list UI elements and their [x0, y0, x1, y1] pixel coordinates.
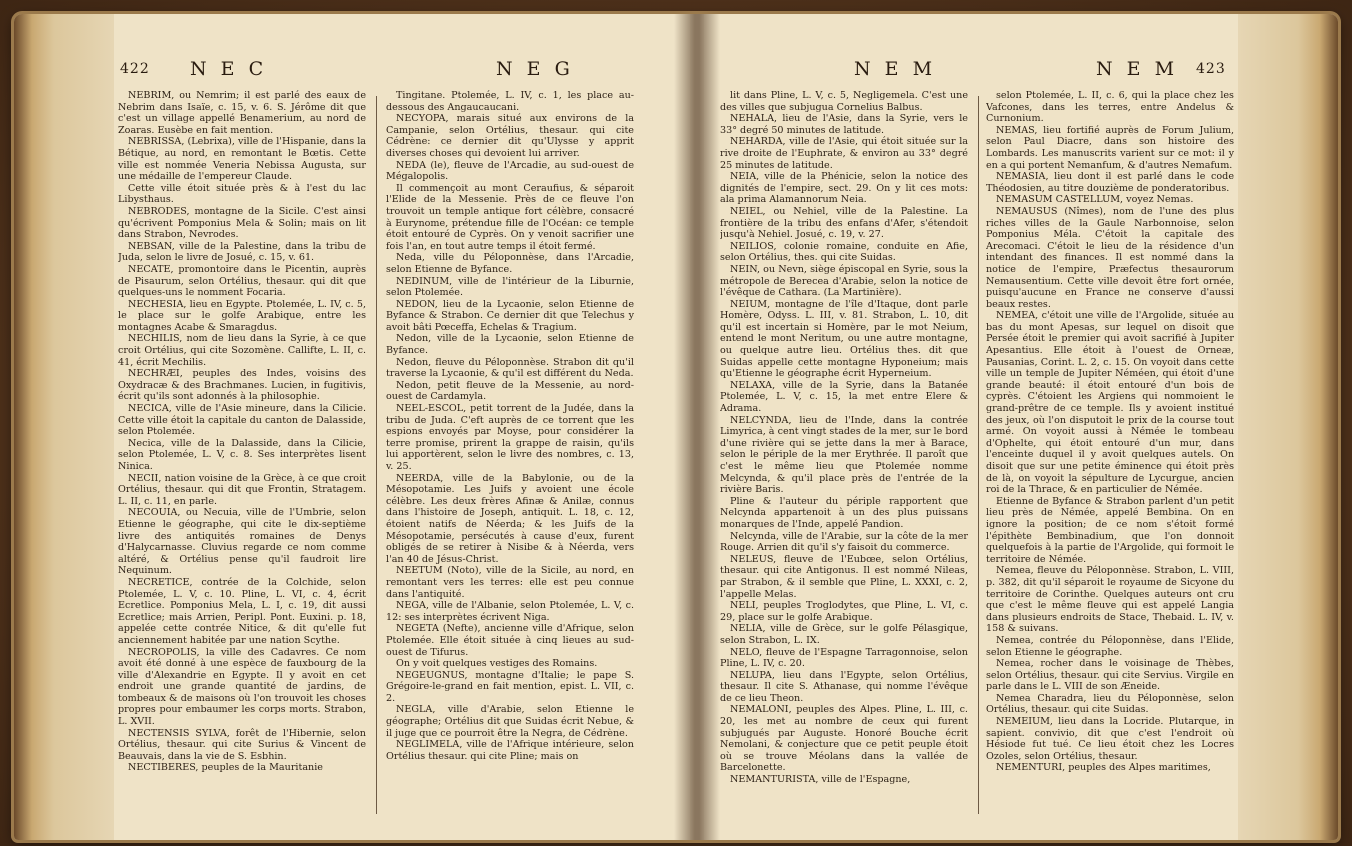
- dictionary-entry: NELCYNDA, lieu de l'Inde, dans la contrée Limyrica, à cent vingt stades de la mer, sur le bord d'une rivière qui se jette dans la mer à Barace, selon le périple de la mer Erythrée. Il paroît que c'est le même lieu que Ptolemée nomme Melcynda, & qu'il place près de l'entrée de la rivière Baris.: [720, 414, 968, 496]
- dictionary-entry: NECTIBERES, peuples de la Mauritanie: [128, 762, 323, 774]
- dictionary-entry: NEGETA (Nefte), ancienne ville d'Afrique, selon Ptolemée. Elle étoit située à cinq lieues au sud-ouest de Tifurus.: [386, 623, 634, 658]
- dictionary-entry: NEMAS, lieu fortifié auprès de Forum Julium, selon Paul Diacre, dans son histoire des Lombards. Les manuscrits varient sur ce mot: il y en a qui portent Nemanfum, & d'autres Nemafum.: [986, 124, 1234, 171]
- dictionary-entry: NEHALA, lieu de l'Asie, dans la Syrie, vers le 33° degré 50 minutes de latitude.: [720, 113, 968, 136]
- dictionary-entry: NELO, fleuve de l'Espagne Tarragonnoise, selon Pline, L. IV, c. 20.: [720, 646, 968, 670]
- dictionary-entry: NEMEA, c'étoit une ville de l'Argolide, située au bas du mont Apesas, sur lequel on disoit que Persée étoit le premier qui avoit sacrifié à Jupiter Apesantius. Elle étoit à l'ouest de Orneæ, Pausanias, Corint. L. 2, c. 15. On voyoit dans cette ville un temple de Jupiter Néméen, qui étoit d'une grande beauté: il étoit entouré d'un bois de cyprès. C'étoient les Argiens qui nommoient le grand-prêtre de ce temple. Ils y avoient institué des jeux, où l'on disputoit le prix de la course tout armé. On voyoit aussi à Némée le tombeau d'Ophelte, qui étoit entouré d'un mur, dans l'enceinte duquel il y avoit quelques autels. On disoit que sur une petite éminence qui étoit près de là, on voyoit la sépulture de Lycurgue, ancien roi de la Thrace, & en particulier de Némée.: [986, 310, 1234, 496]
- dictionary-entry: NEMENTURI, peuples des Alpes maritimes,: [996, 762, 1211, 774]
- dictionary-entry: NEBRISSA, (Lebrixa), ville de l'Hispanie, dans la Bétique, au nord, en remontant le Bœtis. Cette ville est nommée Veneria Nebissa Augusta, sur une médaille de l'empereur Claude.: [118, 136, 366, 183]
- dictionary-entry: Nemea Charadra, lieu du Péloponnèse, selon Ortélius, thesaur. qui cite Suidas.: [986, 692, 1234, 716]
- dictionary-entry: NEHARDA, ville de l'Asie, qui étoit située sur la rive droite de l'Euphrate, & environ au 33° degré 25 minutes de latitude.: [720, 136, 968, 171]
- dictionary-entry: NELAXA, ville de la Syrie, dans la Batanée Ptolemée, L. V, c. 15, la met entre Elere & Adrama.: [720, 379, 968, 415]
- left-running-head-2: N E G: [496, 58, 574, 80]
- dictionary-entry: NEMASIA, lieu dont il est parlé dans le code Théodosien, au titre douzième de ponderatoribus.: [986, 171, 1234, 194]
- right-page-header: [704, 58, 1238, 84]
- dictionary-entry: NEBRIM, ou Nemrim; il est parlé des eaux de Nebrim dans Isaïe, c. 15, v. 6. S. Jérôme dit que c'est un village appellé Benamerium, au nord de Zoaras. Eusèbe en fait mention.: [118, 90, 366, 136]
- dictionary-entry: NECOUIA, ou Necuia, ville de l'Umbrie, selon Etienne le géographe, qui cite le dix-septième livre des antiquités romaines de Denys d'Halycarnasse. Cluvius regarde ce nom comme altéré, & Ortélius pense qu'il faudroit lire Nequinum.: [118, 507, 366, 577]
- right-column-1: [720, 90, 968, 824]
- dictionary-entry: NEIA, ville de la Phénicie, selon la notice des dignités de l'empire, sect. 29. On y lit ces mots: ala prima Alamannorum Neia.: [720, 171, 968, 206]
- dictionary-entry: NEIEL, ou Nehiel, ville de la Palestine. La frontière de la tribu des enfans d'Afer, s'étendoit jusqu'à Nehiel. Josué, c. 19, v. 27.: [720, 205, 968, 241]
- column-rule: [376, 96, 377, 814]
- right-page: [704, 14, 1238, 840]
- left-page-edges: [14, 14, 114, 840]
- right-page-number: 423: [1196, 61, 1226, 77]
- dictionary-entry: Nelcynda, ville de l'Arabie, sur la côte de la mer Rouge. Arrien dit qu'il s'y faisoit du commerce.: [720, 530, 968, 554]
- right-running-head-1: N E M: [854, 58, 937, 80]
- dictionary-entry: NEMASUM CASTELLUM, voyez Nemas.: [996, 194, 1194, 206]
- dictionary-entry: Nemea, contrée du Péloponnèse, dans l'Elide, selon Etienne le géographe.: [986, 634, 1234, 658]
- dictionary-entry: NECHRÆI, peuples des Indes, voisins des Oxydracæ & des Brachmanes. Lucien, in fugitivis, écrit qu'ils sont adonnés à la philosophie.: [118, 368, 366, 403]
- dictionary-entry: Il commençoit au mont Ceraufius, & séparoit l'Elide de la Messenie. Près de ce fleuve l'on trouvoit un temple antique fort célèbre, consacré à Eurynome, prétendue fille de l'Océan: ce temple étoit entouré de Cyprès. On y venoit sacrifier une fois l'an, en tout autre temps il étoit fermé.: [386, 182, 634, 252]
- dictionary-entry: NELI, peuples Troglodytes, que Pline, L. VI, c. 29, place sur le golfe Arabique.: [720, 600, 968, 623]
- dictionary-entry: NEGLIMELA, ville de l'Afrique intérieure, selon Ortélius thesaur. qui cite Pline; mais on: [386, 739, 634, 762]
- dictionary-entry: NEIN, ou Nevn, siège épiscopal en Syrie, sous la métropole de Berecea d'Arabie, selon la notice de l'évêque de Cathara. (La Martinière).: [720, 263, 968, 299]
- dictionary-entry: NECII, nation voisine de la Grèce, à ce que croit Ortélius, thesaur. qui dit que Frontin, Stratagem. L. II, c. 11, en parle.: [118, 472, 366, 507]
- dictionary-entry: NELIA, ville de Grèce, sur le golfe Pélasgique, selon Strabon, L. IX.: [720, 623, 968, 646]
- dictionary-entry: NEDON, lieu de la Lycaonie, selon Etienne de Byfance & Strabon. Ce dernier dit que Telechus y avoit bâti Pœceffa, Echelas & Tragium.: [386, 298, 634, 333]
- dictionary-entry: NEBSAN, ville de la Palestine, dans la tribu de Juda, selon le livre de Josué, c. 15, v. 61.: [118, 240, 366, 264]
- dictionary-entry: NECATE, promontoire dans le Picentin, auprès de Pisaurum, selon Ortélius, thesaur. qui dit que quelques-uns le nomment Focaria.: [118, 263, 366, 299]
- dictionary-entry: Nedon, petit fleuve de la Messenie, au nord-ouest de Cardamyla.: [386, 379, 634, 403]
- left-column-2: [386, 90, 634, 824]
- dictionary-entry: Pline & l'auteur du périple rapportent que Nelcynda appartenoit à un des plus puissans monarques de l'Inde, appelé Pandion.: [720, 495, 968, 530]
- dictionary-entry: NEGA, ville de l'Albanie, selon Ptolemée, L. V, c. 12: ses interprètes écrivent Niga.: [386, 600, 634, 623]
- dictionary-entry: NELEUS, fleuve de l'Eubœe, selon Ortélius, thesaur. qui cite Antigonus. Il est nommé Nileas, par Strabon, & il semble que Pline, L. XXXI, c. 2, l'appelle Melas.: [720, 553, 968, 600]
- dictionary-entry: NEMALONI, peuples des Alpes. Pline, L. III, c. 20, les met au nombre de ceux qui furent subjugués par Auguste. Honoré Bouche écrit Nemolani, & conjecture que ce petit peuple étoit où se trouve Méolans dans la vallée de Barcelonette.: [720, 704, 968, 774]
- dictionary-entry: Nemea, rocher dans le voisinage de Thèbes, selon Ortélius, thesaur. qui cite Servius. Virgile en parle dans le L. VIII de son Æneide.: [986, 658, 1234, 693]
- dictionary-entry: NEMEIUM, lieu dans la Locride. Plutarque, in sapient. convivio, dit que c'est l'endroit où Hésiode fut tué. Ce lieu étoit chez les Locres Ozoles, selon Ortélius, thesaur.: [986, 716, 1234, 762]
- dictionary-entry: lit dans Pline, L. V, c. 5, Negligemela. C'est une des villes que subjugua Cornelius Balbus.: [720, 90, 968, 113]
- dictionary-entry: selon Ptolemée, L. II, c. 6, qui la place chez les Vafcones, dans les terres, entre Andelus & Curnonium.: [986, 90, 1234, 125]
- dictionary-entry: Necica, ville de la Dalasside, dans la Cilicie, selon Ptolemée, L. V, c. 8. Ses interprètes lisent Ninica.: [118, 437, 366, 472]
- book-gutter: [674, 14, 720, 840]
- dictionary-entry: NEMAUSUS (Nîmes), nom de l'une des plus riches villes de la Gaule Narbonnoise, selon Pomponius Méla. C'étoit la capitale des Arecomaci. C'étoit le lieu de la résidence d'un intendant des finances. Il est nommé dans la notice de l'empire, Præfectus thesaurorum Nemausentium. Cette ville devoit être fort ornée, puisqu'aucune en France ne conserve d'aussi beaux restes.: [986, 205, 1234, 310]
- dictionary-entry: NELUPA, lieu dans l'Egypte, selon Ortélius, thesaur. Il cite S. Athanase, qui nomme l'évêque de ce lieu Theon.: [720, 669, 968, 704]
- dictionary-entry: NECTENSIS SYLVA, forêt de l'Hibernie, selon Ortélius, thesaur. qui cite Surius & Vincent de Beauvais, dans la vie de S. Esbhin.: [118, 727, 366, 762]
- dictionary-entry: NECYOPA, marais situé aux environs de la Campanie, selon Ortélius, thesaur. qui cite Cédrène: ce dernier dit qu'Ulysse y apprit diverses choses qui devoient lui arriver.: [386, 113, 634, 159]
- left-page: [114, 14, 690, 840]
- dictionary-entry: Nedon, fleuve du Péloponnèse. Strabon dit qu'il traverse la Lycaonie, & qu'il est différent du Neda.: [386, 356, 634, 380]
- dictionary-entry: NEERDA, ville de la Babylonie, ou de la Mésopotamie. Les Juifs y avoient une école célèbre. Les deux frères Afinæ & Anilæ, connus dans l'histoire de Joseph, antiquit. L. 18, c. 12, étoient natifs de Néerda; & les Juifs de la Mésopotamie, persécutés à cause d'eux, furent obligés de se retirer à Nisibe & à Néerda, vers l'an 40 de Jésus-Christ.: [386, 472, 634, 565]
- column-rule: [978, 96, 979, 814]
- right-running-head-2: N E M: [1096, 58, 1179, 80]
- dictionary-entry: Nemea, fleuve du Péloponnèse. Strabon, L. VIII, p. 382, dit qu'il séparoit le royaume de Sicyone du territoire de Corinthe. Quelques auteurs ont cru que c'est le même fleuve qui est appelé Langia dans plusieurs endroits de Stace, Thebaid. L. IV, v. 158 & suivans.: [986, 565, 1234, 635]
- dictionary-entry: Etienne de Byfance & Strabon parlent d'un petit lieu près de Némée, appelé Bembina. On en ignore la position; de ce nom s'étoit formé l'épithète Bembinadium, que l'on donnoit quelquefois à la partie de l'Argolide, qui formoit le territoire de Némée.: [986, 495, 1234, 565]
- dictionary-entry: NEILIOS, colonie romaine, conduite en Afie, selon Ortélius, thes. qui cite Suidas.: [720, 240, 968, 264]
- right-column-2: [986, 90, 1234, 824]
- dictionary-entry: NEIUM, montagne de l'île d'Itaque, dont parle Homère, Odyss. L. III, v. 81. Strabon, L. 10, dit qu'il est incertain si Homère, par le mot Neium, entend le mont Neritum, ou une autre montagne, ou quelque autre lieu. Ortélius thes. dit que Suidas appelle cette montagne Hyponeium; mais qu'Etienne le géographe écrit Hyperneium.: [720, 298, 968, 380]
- dictionary-entry: NECHESIA, lieu en Egypte. Ptolemée, L. IV, c. 5, le place sur le golfe Arabique, entre les montagnes Acabe & Smaragdus.: [118, 298, 366, 333]
- dictionary-entry: NEEL-ESCOL, petit torrent de la Judée, dans la tribu de Juda. C'eft auprès de ce torrent que les espions envoyés par Moyse, pour considérer la terre promise, prirent la grappe de raisin, qu'ils lui apportèrent, selon le livre des nombres, c. 13, v. 25.: [386, 403, 634, 472]
- left-running-head-1: N E C: [190, 58, 268, 80]
- dictionary-entry: NEGEUGNUS, montagne d'Italie; le pape S. Grégoire-le-grand en fait mention, epist. L. VII, c. 2.: [386, 669, 634, 704]
- left-column-1: [118, 90, 366, 824]
- dictionary-entry: NEDA (le), fleuve de l'Arcadie, au sud-ouest de Mégalopolis.: [386, 159, 634, 183]
- dictionary-entry: NECRETICE, contrée de la Colchide, selon Ptolemée, L. V, c. 10. Pline, L. VI, c. 4, écrit Ecretlice. Pomponius Mela, L. I, c. 19, dit aussi Ecretlice; mais Arrien, Peripl. Pont. Euxini. p. 18, appelée cette contrée Nitice, & dit qu'elle fut anciennement habitée par une nation Scythe.: [118, 576, 366, 646]
- dictionary-entry: Neda, ville du Péloponnèse, dans l'Arcadie, selon Etienne de Byfance.: [386, 252, 634, 275]
- dictionary-entry: NECHILIS, nom de lieu dans la Syrie, à ce que croit Ortélius, qui cite Sozomène. Callifte, L. II, c. 41, écrit Mechilis.: [118, 333, 366, 368]
- dictionary-entry: On y voit quelques vestiges des Romains.: [396, 658, 598, 670]
- dictionary-entry: NEETUM (Noto), ville de la Sicile, au nord, en remontant vers les terres: elle est peu connue dans l'antiquité.: [386, 565, 634, 600]
- open-book: [14, 14, 1338, 840]
- dictionary-entry: NECROPOLIS, la ville des Cadavres. Ce nom avoit été donné à une espèce de fauxbourg de la ville d'Alexandrie en Egypte. Il y avoit en cet endroit une grande quantité de jardins, de tombeaux & de maisons où l'on trouvoit les choses propres pour embaumer les corps morts. Strabon, L. XVII.: [118, 646, 366, 728]
- dictionary-entry: NEMANTURISTA, ville de l'Espagne,: [730, 774, 911, 786]
- dictionary-entry: Tingitane. Ptolemée, L. IV, c. 1, les place au-dessous des Angaucaucani.: [386, 90, 634, 113]
- left-page-number: 422: [120, 61, 150, 77]
- dictionary-entry: Cette ville étoit située près & à l'est du lac Libysthaus.: [118, 182, 366, 206]
- dictionary-entry: Nedon, ville de la Lycaonie, selon Etienne de Byfance.: [386, 333, 634, 357]
- dictionary-entry: NEGLA, ville d'Arabie, selon Etienne le géographe; Ortélius dit que Suidas écrit Nebue, & il juge que ce pourroit être la Negra, de Cédrène.: [386, 704, 634, 739]
- left-page-columns: [114, 90, 690, 824]
- left-page-header: [114, 58, 690, 84]
- dictionary-entry: NEDINUM, ville de l'intérieur de la Liburnie, selon Ptolemée.: [386, 275, 634, 299]
- right-page-edges: [1238, 14, 1338, 840]
- dictionary-entry: NECICA, ville de l'Asie mineure, dans la Cilicie. Cette ville étoit la capitale du canton de Dalasside, selon Ptolemée.: [118, 403, 366, 438]
- right-page-columns: [704, 90, 1238, 824]
- dictionary-entry: NEBRODES, montagne de la Sicile. C'est ainsi qu'écrivent Pomponius Mela & Solin; mais on lit dans Strabon, Nevrodes.: [118, 205, 366, 241]
